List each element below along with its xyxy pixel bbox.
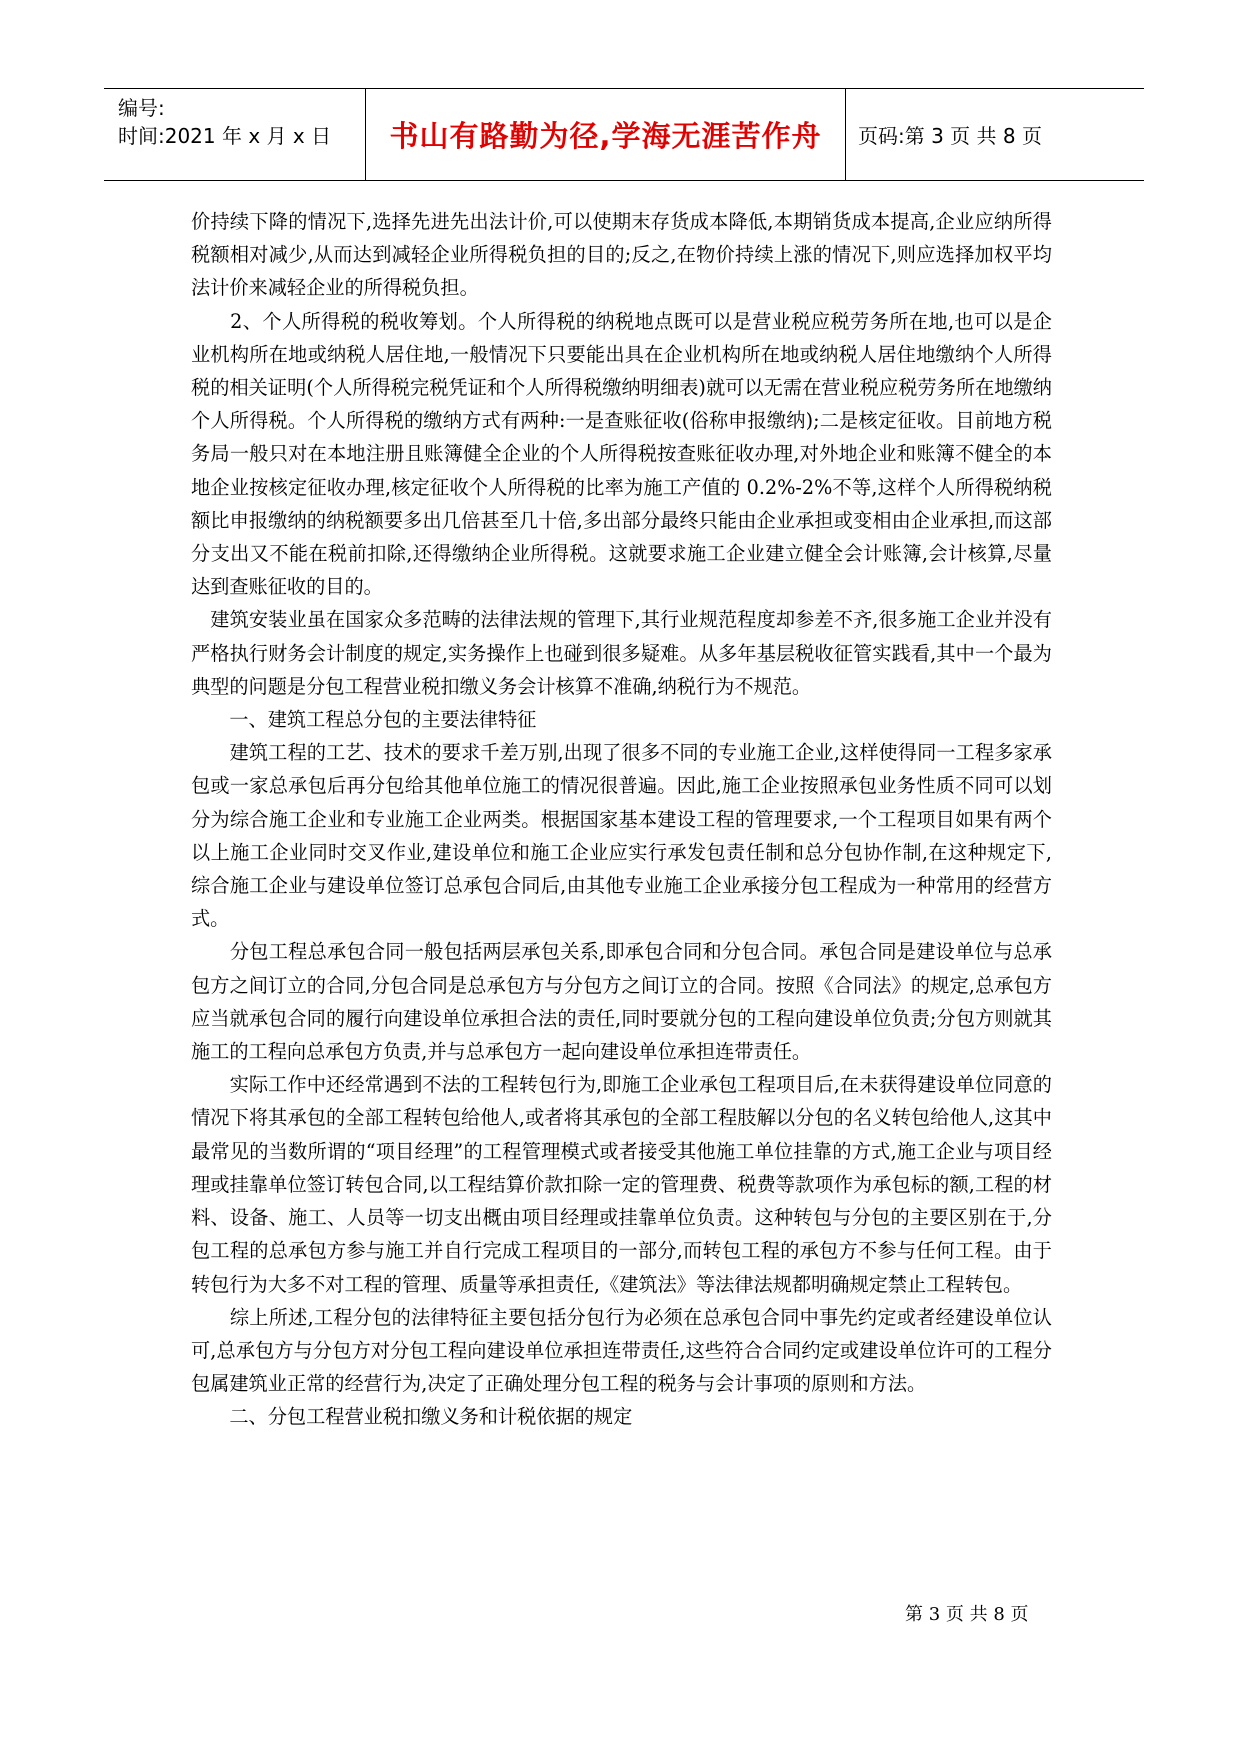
section-heading: 二、分包工程营业税扣缴义务和计税依据的规定: [191, 1405, 633, 1429]
paragraph: 实际工作中还经常遇到不法的工程转包行为,即施工企业承包工程项目后,在未获得建设单位同意的情况下将其承包的全部工程转包给他人,或者将其承包的全部工程肢解以分包的名义转包给他人,这其中最常见的当数所谓的“项目经理”的工程管理模式或者接受其他施工单位挂靠的方式,施工企业与项目经理或挂靠单位签订转包合同,以工程结算价款扣除一定的管理费、税费等款项作为承包标的额,工程的材料、设备、施工、人员等一切支出概由项目经理或挂靠单位负责。这种转包与分包的主要区别在于,分包工程的总承包方参与施工并自行完成工程项目的一部分,而转包工程的承包方不参与任何工程。由于转包行为大多不对工程的管理、质量等承担责任,《建筑法》等法律法规都明确规定禁止工程转包。: [191, 1073, 1052, 1296]
paragraph: 综上所述,工程分包的法律特征主要包括分包行为必须在总承包合同中事先约定或者经建设单位认可,总承包方与分包方对分包工程向建设单位承担连带责任,这些符合合同约定或建设单位许可的工程分包属建筑业正常的经营行为,决定了正确处理分包工程的税务与会计事项的原则和方法。: [191, 1305, 1052, 1396]
paragraph: 建筑安装业虽在国家众多范畴的法律法规的管理下,其行业规范程度却参差不齐,很多施工企业并没有严格执行财务会计制度的规定,实务操作上也碰到很多疑难。从多年基层税收征管实践看,其中一个最为典型的问题是分包工程营业税扣缴义务会计核算不准确,纳税行为不规范。: [191, 608, 1052, 698]
header-page-code: 页码:第 3 页 共 8 页: [858, 124, 1042, 148]
paragraph: 分包工程总承包合同一般包括两层承包关系,即承包合同和分包合同。承包合同是建设单位与总承包方之间订立的合同,分包合同是总承包方与分包方之间订立的合同。按照《合同法》的规定,总承包方应当就承包合同的履行向建设单位承担合法的责任,同时要就分包的工程向建设单位负责;分包方则就其施工的工程向总承包方负责,并与总承包方一起向建设单位承担连带责任。: [191, 940, 1052, 1064]
document-body: [191, 205, 1052, 1434]
paragraph: 价持续下降的情况下,选择先进先出法计价,可以使期末存货成本降低,本期销货成本提高,企业应纳所得税额相对减少,从而达到减轻企业所得税负担的目的;反之,在物价持续上涨的情况下,则应选择加权平均法计价来减轻企业的所得税负担。: [191, 210, 1052, 300]
paragraph: 建筑工程的工艺、技术的要求千差万别,出现了很多不同的专业施工企业,这样使得同一工程多家承包或一家总承包后再分包给其他单位施工的情况很普遍。因此,施工企业按照承包业务性质不同可以划分为综合施工企业和专业施工企业两类。根据国家基本建设工程的管理要求,一个工程项目如果有两个以上施工企业同时交叉作业,建设单位和施工企业应实行承发包责任制和总分包协作制,在这种规定下,综合施工企业与建设单位签订总承包合同后,由其他专业施工企业承接分包工程成为一种常用的经营方式。: [191, 741, 1052, 931]
paragraph: 2、个人所得税的税收筹划。个人所得税的纳税地点既可以是营业税应税劳务所在地,也可以是企业机构所在地或纳税人居住地,一般情况下只要能出具在企业机构所在地或纳税人居住地缴纳个人所得税的相关证明(个人所得税完税凭证和个人所得税缴纳明细表)就可以无需在营业税应税劳务所在地缴纳个人所得税。个人所得税的缴纳方式有两种:一是查账征收(俗称申报缴纳);二是核定征收。目前地方税务局一般只对在本地注册且账簿健全企业的个人所得税按查账征收办理,对外地企业和账簿不健全的本地企业按核定征收办理,核定征收个人所得税的比率为施工产值的 0.2%-2%不等,这样个人所得税纳税额比申报缴纳的纳税额要多出几倍甚至几十倍,多出部分最终只能由企业承担或变相由企业承担,而这部分支出又不能在税前扣除,还得缴纳企业所得税。这就要求施工企业建立健全会计账簿,会计核算,尽量达到查账征收的目的。: [191, 309, 1052, 599]
document-number-label: 编号:: [118, 96, 165, 120]
page-footer: 第 3 页 共 8 页: [905, 1604, 1029, 1625]
header-motto: 书山有路勤为径,学海无涯苦作舟: [366, 89, 846, 180]
section-heading: 一、建筑工程总分包的主要法律特征: [191, 708, 537, 732]
document-date: 时间:2021 年 x 月 x 日: [118, 124, 332, 148]
header-meta: [104, 89, 366, 180]
page-header: [104, 88, 1144, 181]
